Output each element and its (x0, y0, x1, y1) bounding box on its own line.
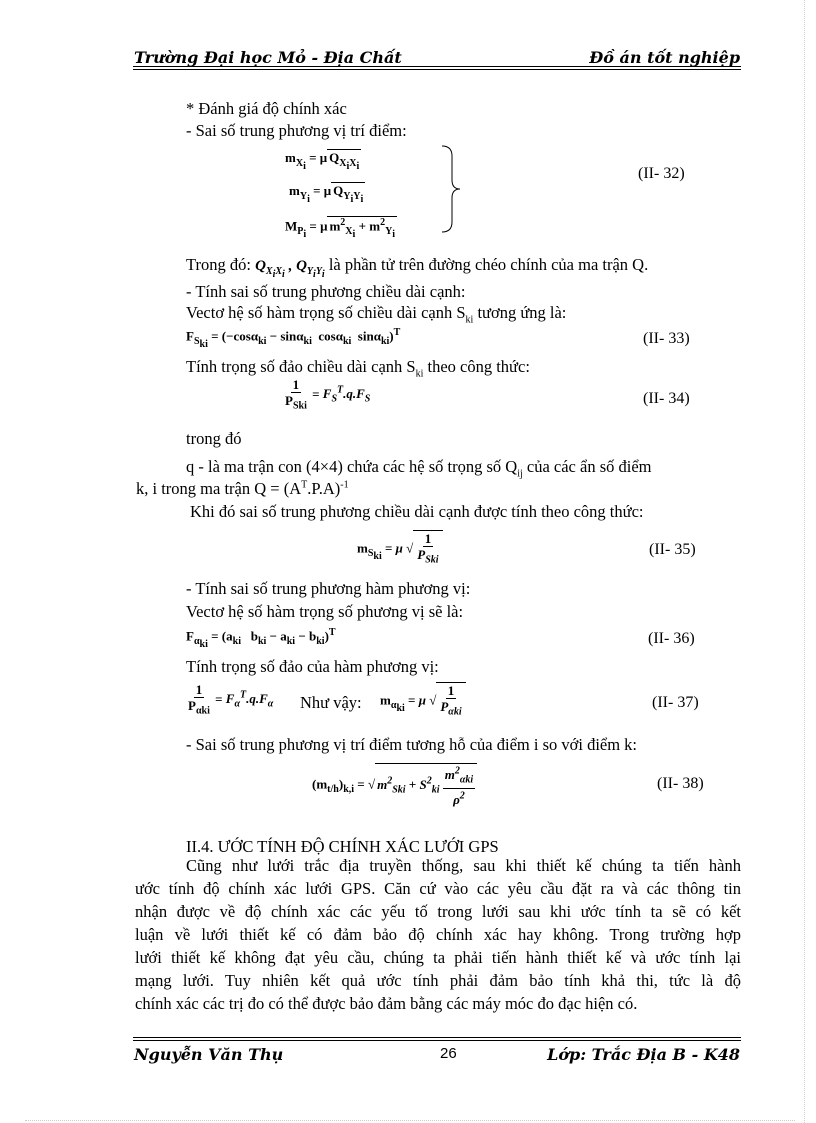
l5: Tính trọng số đảo chiều dài cạnh S (186, 357, 416, 376)
header-rule-2 (133, 69, 741, 70)
text-line: - Sai số trung phương vị trí điểm tương hỗ của điểm i so với điểm k: (186, 735, 638, 754)
l8b: .P.A) (307, 479, 341, 498)
equation-palpha: $\frac{1}{P_{\alpha ki}}$ = $F_\alpha^T.q.F_\alpha$ (188, 682, 274, 717)
equation-number: (II- 33) (643, 330, 690, 347)
equation-number: (II- 34) (643, 390, 690, 407)
page-number: 26 (440, 1045, 457, 1062)
equation-fs: $F_{S_{ki}} = (-\cos\alpha_{ki} - \sin\alpha_{ki}$ cosα$_{ki}$ sinα$_{ki}$)$^T$ (186, 327, 401, 350)
equation-mx: $m_{X_i} = \mu$ $Q_{X_iX_i}$ (285, 150, 360, 172)
equation-my: $m_{Y_i} = \mu$ $Q_{Y_iY_i}$ (289, 183, 364, 205)
text-line: k, i trong ma trận $Q = (A^T.P.A)^{-1}$ (136, 479, 349, 498)
text-line: Tính trọng số đảo của hàm phương vị: (186, 657, 439, 676)
text-line: - Tính sai số trung phương hàm phương vị: (186, 579, 471, 598)
text-line: Khi đó sai số trung phương chiều dài cạnh được tính theo công thức: (190, 502, 644, 521)
trongdo-label: Trong đó: (186, 255, 256, 274)
text-line: Vectơ hệ số hàm trọng số phương vị sẽ là: (186, 602, 464, 621)
l4: Vectơ hệ số hàm trọng số chiều dài cạnh S (186, 303, 466, 322)
equation-malpha: $m_{\alpha_{ki}} = \mu$ √ $\frac{1}{P_{\alpha ki}}$ (380, 682, 466, 720)
text-nhu-vay: Như vậy: (300, 693, 362, 712)
paragraph-line: lưới thiết kế không đạt yêu cầu, chúng ta phải tiến hành thiết kế và ước tính lại (135, 948, 741, 967)
equation-number: (II- 32) (638, 165, 685, 182)
footer-rule (133, 1037, 741, 1038)
equation-falpha: $F_{\alpha_{ki}} = (a_{ki}$ $b_{ki} - a_{ki} - b_{ki})^T$ (186, 627, 336, 650)
header-left: Trường Đại học Mỏ - Địa Chất (134, 48, 402, 67)
text-line: Vectơ hệ số hàm trọng số chiều dài cạnh $S_{ki}$ tương ứng là: (186, 303, 567, 326)
text-line: q - là ma trận con (4×4) chứa các hệ số trọng số $Q_{ij}$ của các ẩn số điểm (186, 457, 652, 480)
header-rule (133, 66, 741, 67)
equation-ms: $m_{S_{ki}} = \mu$ √ $\frac{1}{P_{Ski}}$ (357, 530, 443, 568)
paragraph-line: mạng lưới. Tuy nhiên kết quả ước tính phải đảm bảo tính khả thi, tức là độ (135, 971, 741, 990)
q-variables: $Q_{X_iX_i}$ , $Q_{Y_iY_i}$ (255, 258, 325, 280)
l4b: tương ứng là: (473, 303, 567, 322)
footer-right: Lớp: Trắc Địa B - K48 (547, 1045, 740, 1064)
paragraph-line: luận về lưới thiết kế có đảm bảo độ chính xác hay không. Trong trường hợp (135, 925, 741, 944)
paragraph-line: nhận được về độ chính xác các yếu tố trong lưới sau khi ước tính ta sẽ có kết (135, 902, 741, 921)
text-line (186, 255, 648, 280)
l7b: của các ẩn số điểm (522, 457, 652, 476)
text-line: Tính trọng số đảo chiều dài cạnh $S_{ki}$ theo công thức: (186, 357, 530, 380)
l5b: theo công thức: (423, 357, 530, 376)
paragraph-line: ước tính độ chính xác lưới GPS. Căn cứ vào các yêu cầu đặt ra và các thông tin (135, 879, 741, 898)
equation-ps: $\frac{1}{P_{Ski}}$ = $F_S^T.q.F_S$ (285, 377, 371, 412)
equation-mth: $(m_{t/h})_{k,i}$ = √ $m^2_{Ski} + S^2_{ki}$ $\frac{m^2_{\alpha ki}}{\rho^2}$ (312, 763, 477, 807)
text-line: - Tính sai số trung phương chiều dài cạnh: (186, 282, 466, 301)
l7: q - là ma trận con (4×4) chứa các hệ số trọng số Q (186, 457, 518, 476)
equation-number: (II- 35) (649, 541, 696, 558)
text-line: * Đánh giá độ chính xác (186, 99, 347, 118)
l8: k, i trong ma trận Q = (A (136, 479, 302, 498)
trongdo-rest: là phần tử trên đường chéo chính của ma trận Q. (324, 255, 649, 274)
footer-left: Nguyễn Văn Thụ (134, 1045, 284, 1064)
text-line: trong đó (186, 429, 242, 448)
brace-icon (440, 144, 464, 234)
equation-number: (II- 38) (657, 775, 704, 792)
equation-mp: $M_{P_i} = \mu$ $m^2_{X_i} + m^2_{Y_i}$ (285, 217, 396, 240)
section-title: II.4. ƯỚC TÍNH ĐỘ CHÍNH XÁC LƯỚI GPS (186, 837, 499, 856)
paragraph-line: Cũng như lưới trắc địa truyền thống, sau khi thiết kế chúng ta tiến hành (186, 856, 741, 875)
footer-rule-2 (133, 1040, 741, 1041)
paragraph-line: chính xác các trị đo có thể được bảo đảm bằng các máy móc đo đạc hiện có. (135, 994, 638, 1013)
page-edge-vertical (804, 0, 805, 1123)
page-edge (25, 1120, 795, 1121)
equation-number: (II- 36) (648, 630, 695, 647)
header-right: Đồ án tốt nghiệp (589, 48, 740, 67)
equation-number: (II- 37) (652, 694, 699, 711)
text-line: - Sai số trung phương vị trí điểm: (186, 121, 407, 140)
